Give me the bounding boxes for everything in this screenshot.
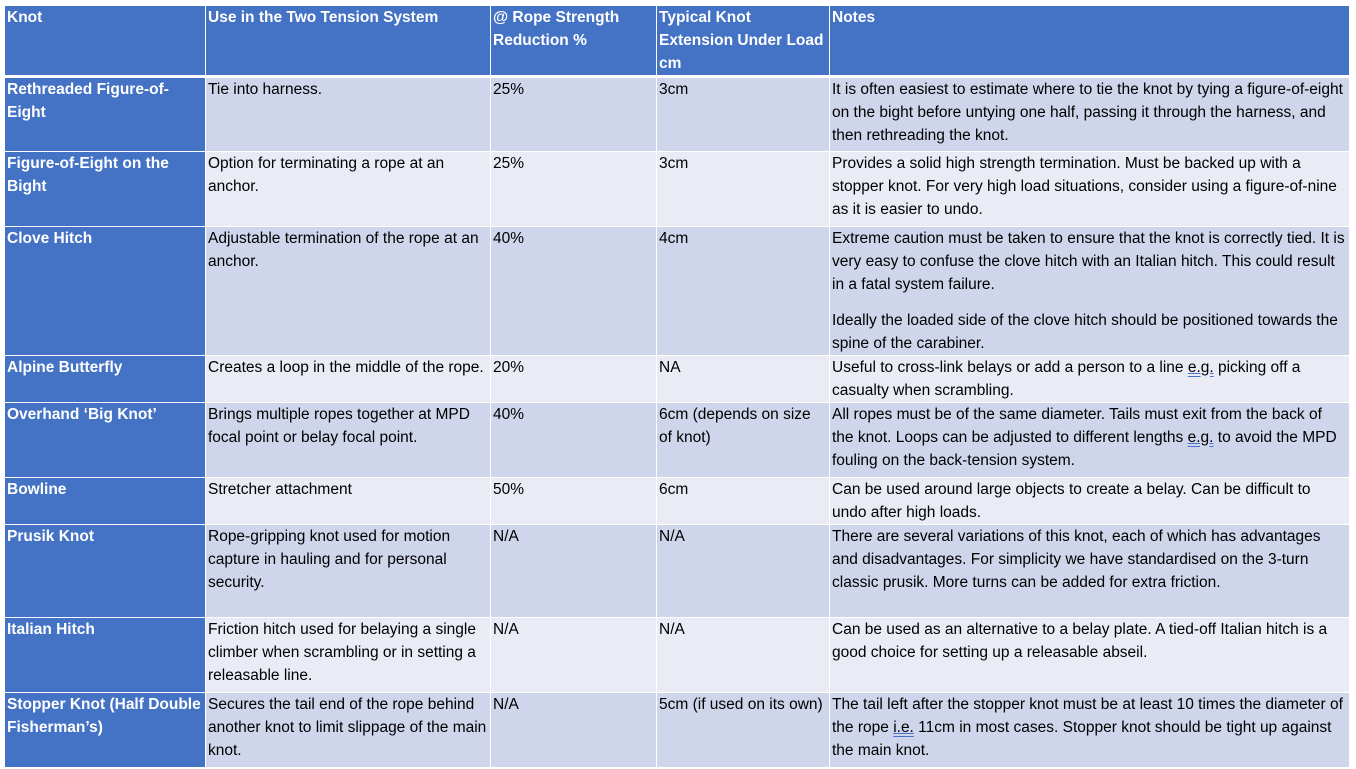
extension-cell: 3cm (657, 77, 830, 152)
table-row (5, 77, 1350, 152)
reduction-cell: 50% (491, 478, 657, 525)
reduction-cell: 25% (491, 77, 657, 152)
note-paragraph: Provides a solid high strength termination. Must be backed up with a stopper knot. For very high load situations, consider using a figure-of-nine as it is easier to undo. (832, 155, 1337, 218)
knot-name-cell: Alpine Butterfly (5, 356, 206, 403)
use-cell: Stretcher attachment (206, 478, 491, 525)
note-abbreviation: e.g. (1187, 359, 1214, 376)
note-paragraph (832, 693, 1347, 762)
use-cell: Friction hitch used for belaying a single climber when scrambling or in setting a releasable line. (206, 618, 491, 693)
knot-table (4, 5, 1350, 768)
reduction-cell: N/A (491, 693, 657, 768)
notes-cell (830, 478, 1350, 525)
knot-name-cell: Bowline (5, 478, 206, 525)
reduction-cell: 20% (491, 356, 657, 403)
note-paragraph: Can be used as an alternative to a belay plate. A tied-off Italian hitch is a good choice for setting up a releasable abseil. (832, 621, 1328, 661)
table-row (5, 693, 1350, 768)
reduction-cell: 40% (491, 227, 657, 356)
table-body (5, 77, 1350, 768)
table-row (5, 356, 1350, 403)
knot-name-cell: Figure-of-Eight on the Bight (5, 152, 206, 227)
use-cell: Rope-gripping knot used for motion capture in hauling and for personal security. (206, 525, 491, 618)
note-paragraph: Can be used around large objects to create a belay. Can be difficult to undo after high loads. (832, 481, 1311, 521)
note-text: Useful to cross-link belays or add a person to a line (832, 359, 1188, 376)
use-cell: Secures the tail end of the rope behind another knot to limit slippage of the main knot. (206, 693, 491, 768)
extension-cell: N/A (657, 525, 830, 618)
note-paragraph (832, 356, 1347, 402)
note-text: The tail left after the stopper knot must be at least 10 times the diameter of the rope (832, 696, 1343, 736)
table-row (5, 618, 1350, 693)
header-extension: Typical Knot Extension Under Load cm (657, 6, 830, 77)
extension-cell: NA (657, 356, 830, 403)
note-text: to avoid the MPD fouling on the back-tension system. (832, 429, 1337, 469)
header-reduction: @ Rope Strength Reduction % (491, 6, 657, 77)
knot-name-cell: Overhand ‘Big Knot’ (5, 403, 206, 478)
knot-name-cell: Prusik Knot (5, 525, 206, 618)
table-row (5, 525, 1350, 618)
reduction-cell: N/A (491, 525, 657, 618)
table-row (5, 227, 1350, 356)
extension-cell: 3cm (657, 152, 830, 227)
knot-name-cell: Italian Hitch (5, 618, 206, 693)
knot-name-cell: Clove Hitch (5, 227, 206, 356)
extension-cell: 5cm (if used on its own) (657, 693, 830, 768)
table-row (5, 403, 1350, 478)
header-use: Use in the Two Tension System (206, 6, 491, 77)
extension-cell: 4cm (657, 227, 830, 356)
notes-cell (830, 403, 1350, 478)
header-notes: Notes (830, 6, 1350, 77)
note-abbreviation: e.g. (1187, 429, 1214, 446)
table-row (5, 152, 1350, 227)
extension-cell: N/A (657, 618, 830, 693)
extension-cell: 6cm (657, 478, 830, 525)
table-row (5, 478, 1350, 525)
use-cell: Creates a loop in the middle of the rope. (206, 356, 491, 403)
note-paragraph (832, 403, 1347, 472)
use-cell: Tie into harness. (206, 77, 491, 152)
reduction-cell: N/A (491, 618, 657, 693)
note-abbreviation: i.e. (893, 719, 914, 736)
note-paragraph: Extreme caution must be taken to ensure that the knot is correctly tied. It is very easy to confuse the clove hitch with an Italian hitch. This could result in a fatal system failure. (832, 230, 1345, 293)
notes-cell (830, 693, 1350, 768)
use-cell: Adjustable termination of the rope at an anchor. (206, 227, 491, 356)
note-text: All ropes must be of the same diameter. Tails must exit from the back of the knot. Loops can be adjusted to different lengths (832, 406, 1322, 446)
knot-name-cell: Rethreaded Figure-of-Eight (5, 77, 206, 152)
use-cell: Brings multiple ropes together at MPD focal point or belay focal point. (206, 403, 491, 478)
header-knot: Knot (5, 6, 206, 77)
reduction-cell: 40% (491, 403, 657, 478)
notes-cell (830, 618, 1350, 693)
note-paragraph: It is often easiest to estimate where to tie the knot by tying a figure-of-eight on the bight before untying one half, passing it through the harness, and then rethreading the knot. (832, 81, 1343, 144)
note-paragraph: There are several variations of this knot, each of which has advantages and disadvantages. For simplicity we have standardised on the 3-turn classic prusik. More turns can be added for extra friction. (832, 528, 1321, 591)
notes-cell (830, 227, 1350, 356)
note-paragraph: Ideally the loaded side of the clove hitch should be positioned towards the spine of the carabiner. (832, 312, 1338, 352)
notes-cell (830, 525, 1350, 618)
knot-name-cell: Stopper Knot (Half Double Fisherman’s) (5, 693, 206, 768)
extension-cell: 6cm (depends on size of knot) (657, 403, 830, 478)
notes-cell (830, 356, 1350, 403)
reduction-cell: 25% (491, 152, 657, 227)
notes-cell (830, 152, 1350, 227)
note-text: picking off a casualty when scrambling. (832, 359, 1301, 399)
use-cell: Option for terminating a rope at an anchor. (206, 152, 491, 227)
notes-cell (830, 77, 1350, 152)
header-row (5, 6, 1350, 77)
note-text: 11cm in most cases. Stopper knot should be tight up against the main knot. (832, 719, 1332, 759)
